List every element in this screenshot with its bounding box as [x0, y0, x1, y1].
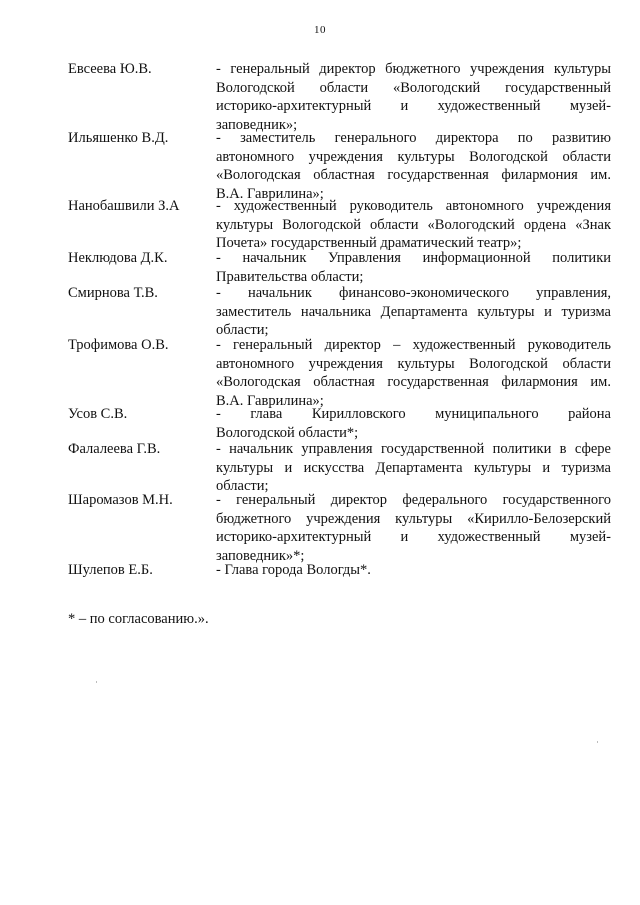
member-position [216, 491, 611, 565]
position-line: историко-архитектурный и художественный музей- [216, 98, 611, 114]
position-line: области; [216, 478, 269, 494]
position-line: заповедник»*; [216, 547, 305, 564]
position-line: «Вологодская областная государственная филармония им. [216, 374, 611, 390]
position-line: - генеральный директор – художественный руководитель [216, 337, 611, 353]
member-name: Трофимова О.В. [68, 337, 169, 353]
position-line: - глава Кирилловского муниципального района [216, 406, 611, 422]
position-line: В.А. Гаврилина»; [216, 392, 324, 409]
position-line: Вологодской области «Вологодский государственный [216, 79, 611, 96]
member-position [216, 249, 611, 286]
member-position [216, 405, 611, 442]
member-name: Фалалеева Г.В. [68, 441, 161, 457]
position-line: «Вологодская областная государственная филармония им. [216, 167, 611, 183]
member-position [216, 60, 611, 134]
position-line: - начальник финансово-экономического управления, [216, 285, 611, 301]
position-line: бюджетного учреждения культуры «Кирилло-Белозерский [216, 510, 611, 527]
member-name: Шаромазов М.Н. [68, 492, 173, 508]
position-line: заместитель начальника Департамента культуры и туризма [216, 303, 611, 320]
position-line: В.А. Гаврилина»; [216, 185, 324, 202]
member-name: Нанобашвили З.А [68, 198, 180, 214]
member-name: Ильяшенко В.Д. [68, 130, 169, 146]
member-name: Шулепов Е.Б. [68, 562, 153, 578]
scan-artifact [597, 741, 598, 743]
position-line: Почета» государственный драматический театр»; [216, 235, 522, 251]
position-line: Правительства области; [216, 268, 364, 285]
position-line: области; [216, 322, 269, 338]
position-line: автономного учреждения культуры Вологодской области [216, 148, 611, 165]
member-position [216, 561, 611, 580]
position-line: историко-архитектурный и художественный музей- [216, 529, 611, 545]
member-name: Усов С.В. [68, 406, 128, 422]
position-line: - заместитель генерального директора по развитию [216, 130, 611, 146]
position-line: заповедник»; [216, 116, 298, 133]
scan-artifact [96, 681, 97, 683]
page-number: 10 [314, 24, 326, 36]
position-line: - генеральный директор федерального государственного [216, 492, 611, 508]
position-line: автономного учреждения культуры Вологодской области [216, 355, 611, 372]
member-name: Неклюдова Д.К. [68, 250, 168, 266]
position-line: культуры и искусства Департамента культуры и туризма [216, 459, 611, 476]
footnote: * – по согласованию.». [68, 611, 209, 627]
position-line: - начальник Управления информационной политики [216, 250, 611, 266]
member-position [216, 197, 611, 253]
member-position [216, 284, 611, 340]
member-name: Смирнова Т.В. [68, 285, 158, 301]
position-line: - Глава города Вологды*. [216, 562, 371, 578]
member-position [216, 336, 611, 410]
position-line: - художественный руководитель автономного учреждения [216, 198, 611, 214]
position-line: культуры Вологодской области «Вологодский ордена «Знак [216, 216, 611, 233]
position-line: Вологодской области*; [216, 424, 359, 441]
member-name: Евсеева Ю.В. [68, 61, 152, 77]
member-position [216, 440, 611, 496]
member-position [216, 129, 611, 203]
position-line: - начальник управления государственной политики в сфере [216, 441, 611, 457]
position-line: - генеральный директор бюджетного учреждения культуры [216, 61, 611, 77]
